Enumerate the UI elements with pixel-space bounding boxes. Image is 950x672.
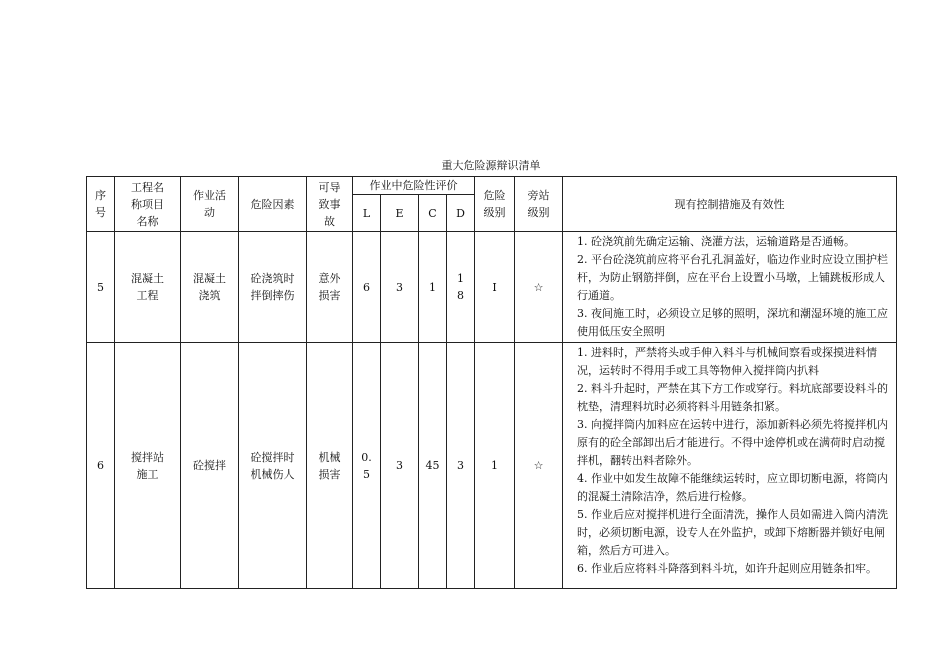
- cell-activity: 混凝土 浇筑: [181, 232, 239, 343]
- cell-measures: [563, 343, 897, 589]
- measure-item: 1. 砼浇筑前先确定运输、浇灌方法，运输道路是否通畅。: [577, 235, 855, 248]
- cell-C: 1: [419, 232, 447, 343]
- header-E: E: [381, 195, 419, 232]
- measure-item: 3. 向搅拌筒内加料应在运转中进行，添加新料必须先将搅拌机内原有的砼全部卸出后才能进行。不得中途停机或在满荷时启动搅拌机，翻转出料者除外。: [577, 418, 888, 467]
- cell-activity: 砼搅拌: [181, 343, 239, 589]
- cell-L: 0. 5: [353, 343, 381, 589]
- measure-item: 4. 作业中如发生故障不能继续运转时，应立即切断电源，将筒内的混凝土清除洁净，然后进行检修。: [577, 472, 888, 503]
- cell-measures: [563, 232, 897, 343]
- cell-D: 1 8: [447, 232, 475, 343]
- measure-item: 2. 料斗升起时，严禁在其下方工作或穿行。料坑底部要设料斗的枕垫，清理料坑时必须将料斗用链条扣紧。: [577, 382, 888, 413]
- measure-item: 3. 夜间施工时，必须设立足够的照明，深坑和潮湿环境的施工应使用低压安全照明: [577, 307, 888, 338]
- header-side-level: 旁站 级别: [515, 177, 563, 232]
- cell-L: 6: [353, 232, 381, 343]
- header-D: D: [447, 195, 475, 232]
- header-L: L: [353, 195, 381, 232]
- cell-seq: 6: [87, 343, 115, 589]
- cell-C: 45: [419, 343, 447, 589]
- header-project: 工程名 称项目 名称: [115, 177, 181, 232]
- header-C: C: [419, 195, 447, 232]
- header-seq: 序 号: [87, 177, 115, 232]
- measure-item: 5. 作业后应对搅拌机进行全面清洗，操作人员如需进入筒内清洗时，必须切断电源，设专人在外监护，或卸下熔断器并锁好电闸箱，然后方可进入。: [577, 508, 888, 557]
- header-accident: 可导 致事 故: [307, 177, 353, 232]
- measure-item: 6. 作业后应将料斗降落到料斗坑，如许升起则应用链条扣牢。: [577, 562, 877, 575]
- cell-accident: 意外 损害: [307, 232, 353, 343]
- cell-seq: 5: [87, 232, 115, 343]
- cell-E: 3: [381, 232, 419, 343]
- cell-D: 3: [447, 343, 475, 589]
- cell-level: 1: [475, 343, 515, 589]
- measure-item: 1. 进料时，严禁将头或手伸入料斗与机械间察看或探摸进料情况，运转时不得用手或工具等物伸入搅拌筒内扒料: [577, 346, 877, 377]
- cell-project: 搅拌站 施工: [115, 343, 181, 589]
- document-title: 重大危险源辩识清单: [441, 159, 541, 172]
- header-measures: 现有控制措施及有效性: [563, 177, 897, 232]
- cell-factor: 砼浇筑时 拌倒摔伤: [239, 232, 307, 343]
- cell-accident: 机械 损害: [307, 343, 353, 589]
- cell-project: 混凝土 工程: [115, 232, 181, 343]
- cell-factor: 砼搅拌时 机械伤人: [239, 343, 307, 589]
- header-row-1: [87, 177, 897, 195]
- hazard-table: [86, 176, 897, 589]
- table-row: [87, 232, 897, 343]
- cell-level: I: [475, 232, 515, 343]
- header-factor: 危险因素: [239, 177, 307, 232]
- cell-side-level: ☆: [515, 232, 563, 343]
- table-row: [87, 343, 897, 589]
- cell-side-level: ☆: [515, 343, 563, 589]
- header-eval-group: 作业中危险性评价: [353, 177, 475, 195]
- header-activity: 作业活 动: [181, 177, 239, 232]
- header-level: 危险 级别: [475, 177, 515, 232]
- cell-E: 3: [381, 343, 419, 589]
- measure-item: 2. 平台砼浇筑前应将平台孔孔洞盖好，临边作业时应设立围护栏杆，为防止钢筋拌倒，应在平台上设置小马墩，上铺跳板形成人行通道。: [577, 253, 888, 302]
